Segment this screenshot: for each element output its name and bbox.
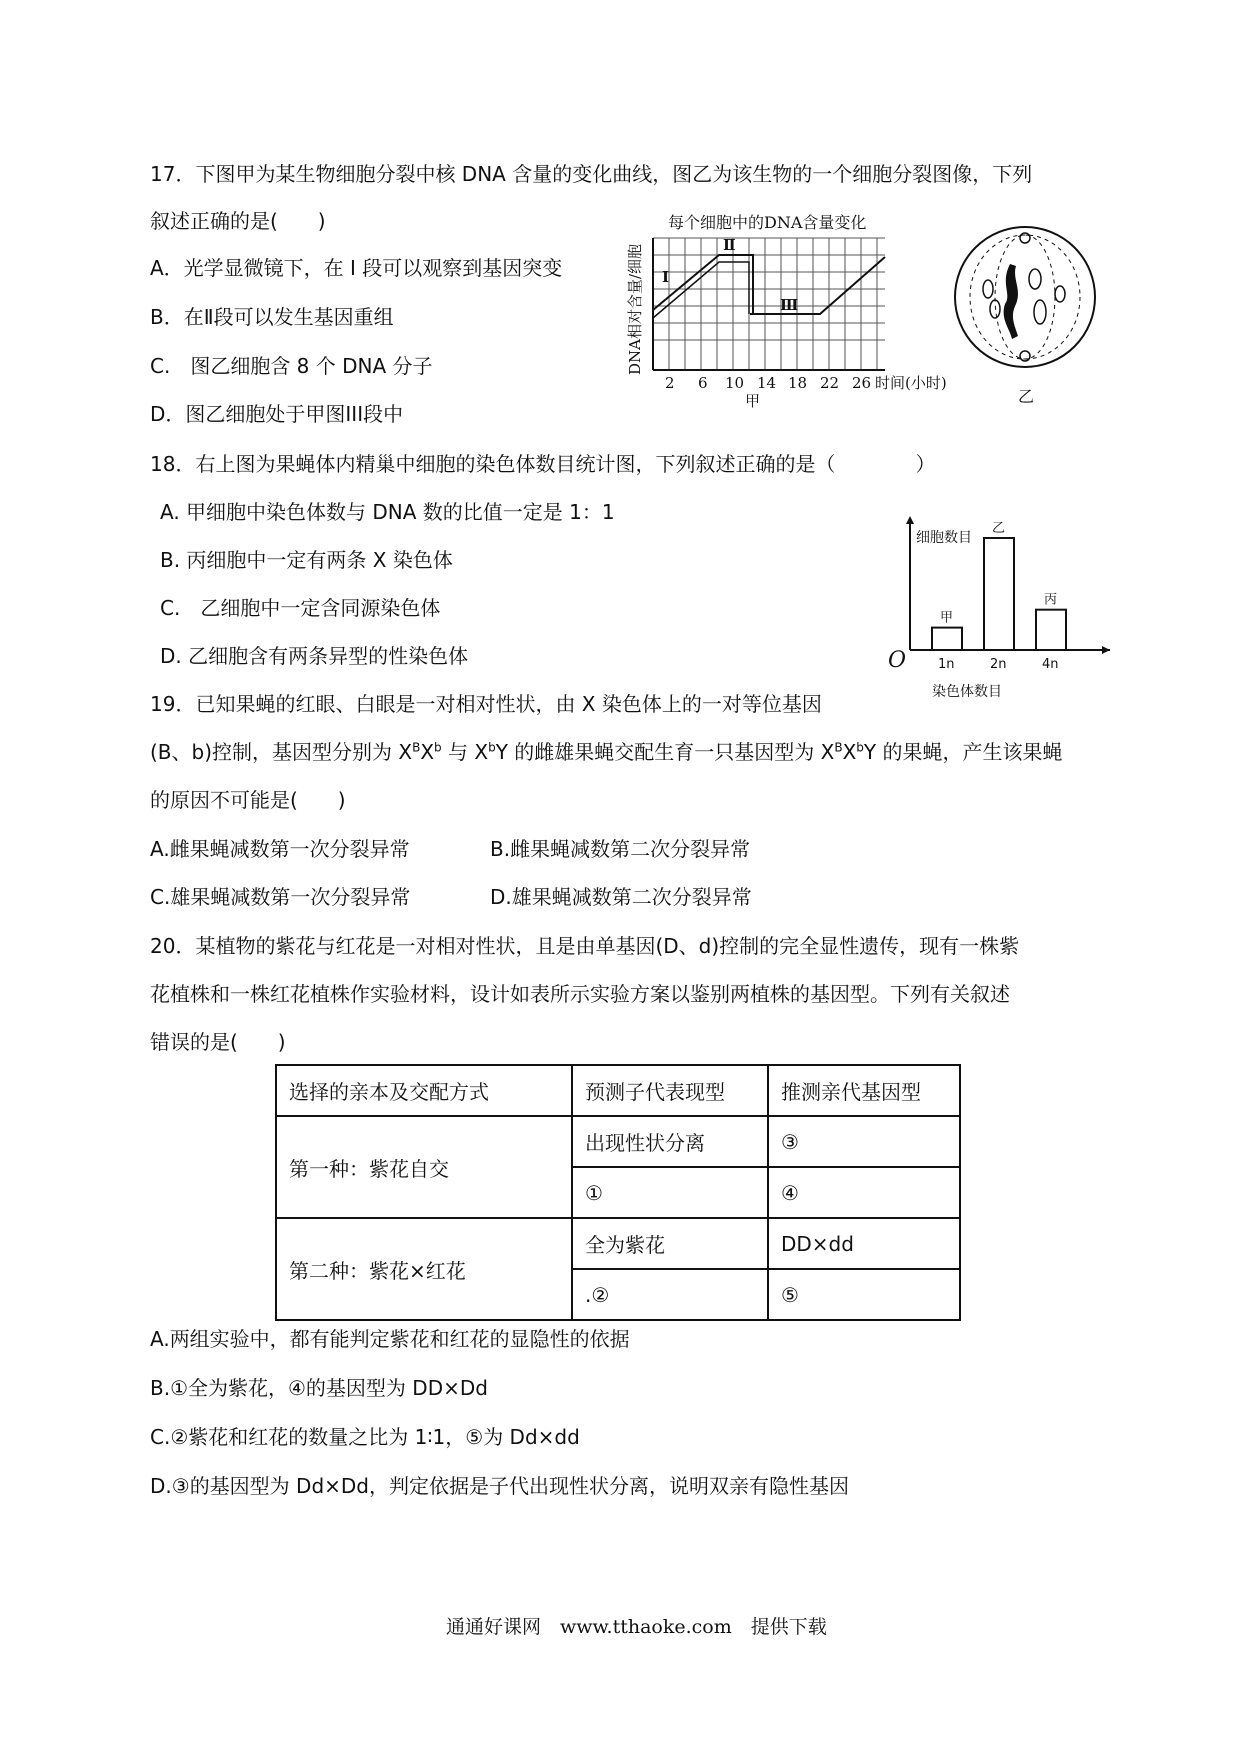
figure-yi-chromosome-light (1034, 300, 1046, 324)
q19-text: Y 的果蝇，产生该果蝇 (863, 740, 1063, 764)
figure-yi-chromosome-light (1055, 286, 1065, 302)
figure-yi-chromosome-dark (1004, 264, 1018, 339)
table-row (276, 1116, 960, 1167)
figure-yi-chromosome-light (990, 300, 1000, 318)
figure-jia-caption: 甲 (745, 392, 761, 410)
figure-jia-curve-1 (653, 255, 765, 314)
figure-jia-xtick: 14 (757, 374, 777, 392)
q18-option-a: A. 甲细胞中染色体数与 DNA 数的比值一定是 1：1 (160, 500, 615, 524)
figure-jia-grid (653, 238, 885, 370)
figure-jia-xtick: 6 (698, 374, 708, 392)
q20-option-d: D.③的基因型为 Dd×Dd，判定依据是子代出现性状分离，说明双亲有隐性基因 (150, 1474, 849, 1498)
figure-yi-chromosome-light (1029, 269, 1041, 289)
q17-option-b: B．在Ⅱ段可以发生基因重组 (150, 305, 394, 329)
bar-tick-label: 1n (938, 657, 955, 672)
table-cell: 全为紫花 (572, 1218, 768, 1269)
bar-chart-x-arrow (1102, 646, 1110, 654)
table-cell: DD×dd (768, 1218, 960, 1269)
table-header-cell: 推测亲代基因型 (768, 1065, 960, 1116)
figure-jia-title: 每个细胞中的DNA含量变化 (668, 213, 867, 232)
figure-yi-cell (950, 224, 1100, 414)
figure-jia-dna-curve (620, 210, 980, 410)
q20-option-c: C.②紫花和红花的数量之比为 1∶1，⑤为 Dd×dd (150, 1425, 580, 1449)
bar-tick-label: 4n (1042, 657, 1059, 672)
figure-jia-xtick: 26 (852, 374, 872, 392)
bar-chart-ylabel: 细胞数目 (916, 530, 972, 546)
bar-1n (932, 628, 962, 650)
q20-line3: 错误的是( ) (150, 1030, 286, 1054)
q19-sup: b (488, 740, 496, 755)
q19-sup: b (856, 740, 864, 755)
bar-tick-label: 2n (990, 657, 1007, 672)
bar-chart-xlabel: 染色体数目 (932, 684, 1002, 700)
q19-line1: 19．已知果蝇的红眼、白眼是一对相对性状，由 X 染色体上的一对等位基因 (150, 692, 822, 716)
table-header-cell: 选择的亲本及交配方式 (276, 1065, 572, 1116)
figure-chromosome-count-bar-chart (880, 510, 1110, 700)
q19-text: 与 X (441, 740, 489, 764)
table-cell: ① (572, 1167, 768, 1218)
q19-sup: b (434, 740, 442, 755)
q19-text: X (420, 740, 435, 764)
figure-jia-xtick: 10 (725, 374, 745, 392)
figure-jia-label-seg1: Ⅰ (662, 268, 670, 286)
q17-stem-line2: 叙述正确的是( ) (150, 209, 326, 233)
q19-sup: B (834, 740, 843, 755)
table-cell: 出现性状分离 (572, 1116, 768, 1167)
q18-option-c: C. 乙细胞中一定含同源染色体 (160, 596, 441, 620)
q19-line2-pre: (B、b)控制，基因型分别为 X (150, 740, 413, 764)
figure-jia-xtick: 2 (665, 374, 675, 392)
q19-option-a: A.雌果蝇减数第一次分裂异常 (150, 837, 410, 861)
q17-option-d: D．图乙细胞处于甲图III段中 (150, 402, 404, 426)
q20-line1: 20．某植物的紫花与红花是一对相对性状，且是由单基因(D、d)控制的完全显性遗传，现有一株紫 (150, 934, 1020, 958)
figure-yi-cell-membrane (955, 227, 1095, 367)
figure-jia-label-seg3: Ⅲ (780, 296, 799, 314)
figure-jia-label-seg2: Ⅱ (723, 236, 736, 254)
q19-option-d: D.雄果蝇减数第二次分裂异常 (490, 885, 752, 909)
bar-chart-origin: O (888, 648, 907, 673)
table-group1-label: 第一种：紫花自交 (276, 1116, 572, 1218)
bar-4n (1036, 610, 1066, 650)
q19-text: Y 的雌雄果蝇交配生育一只基因型为 X (495, 740, 835, 764)
table-cell: ③ (768, 1116, 960, 1167)
bar-chart-y-arrow (906, 516, 914, 524)
q20-experiment-table (275, 1064, 961, 1321)
q17-stem-line1: 17．下图甲为某生物细胞分裂中核 DNA 含量的变化曲线，图乙为该生物的一个细胞分裂图像，下列 (150, 162, 1033, 186)
figure-jia-ylabel: DNA相对含量/细胞 (626, 243, 644, 375)
q20-option-a: A.两组实验中，都有能判定紫花和红花的显隐性的依据 (150, 1327, 630, 1351)
bar-label: 丙 (1044, 592, 1058, 608)
q19-sup: B (412, 740, 421, 755)
q18-stem: 18．右上图为果蝇体内精巢中细胞的染色体数目统计图，下列叙述正确的是（ ） (150, 452, 936, 476)
table-group2-label: 第二种：紫花×红花 (276, 1218, 572, 1320)
q20-option-b: B.①全为紫花，④的基因型为 DD×Dd (150, 1376, 488, 1400)
q19-option-c: C.雄果蝇减数第一次分裂异常 (150, 885, 411, 909)
q20-line2: 花植株和一株红花植株作实验材料，设计如表所示实验方案以鉴别两植株的基因型。下列有关叙述 (150, 982, 1010, 1006)
table-row (276, 1218, 960, 1269)
table-header-row (276, 1065, 960, 1116)
figure-jia-xtick: 22 (820, 374, 840, 392)
table-cell: ④ (768, 1167, 960, 1218)
q19-line3: 的原因不可能是( ) (150, 788, 346, 812)
figure-jia-xlabel: 时间(小时) (875, 374, 947, 392)
figure-yi-chromosome-light (983, 280, 993, 298)
bar-2n (984, 538, 1014, 650)
q19-text: X (842, 740, 857, 764)
figure-jia-xtick: 18 (788, 374, 808, 392)
q19-line2 (150, 738, 1062, 766)
q17-option-c: C. 图乙细胞含 8 个 DNA 分子 (150, 354, 433, 378)
figure-yi-spindle-inner (995, 235, 1055, 359)
page-footer: 通通好课网 www.tthaoke.com 提供下载 (446, 1616, 827, 1638)
q18-option-d: D. 乙细胞含有两条异型的性染色体 (160, 644, 469, 668)
table-cell: .② (572, 1269, 768, 1320)
q19-option-b: B.雌果蝇减数第二次分裂异常 (490, 837, 751, 861)
bar-label: 乙 (992, 521, 1006, 536)
q17-option-a: A．光学显微镜下，在 Ⅰ 段可以观察到基因突变 (150, 256, 563, 280)
q18-option-b: B. 丙细胞中一定有两条 X 染色体 (160, 548, 453, 572)
figure-yi-caption: 乙 (1018, 387, 1035, 406)
table-cell: ⑤ (768, 1269, 960, 1320)
figure-jia-curve-3 (750, 257, 885, 314)
table-header-cell: 预测子代表现型 (572, 1065, 768, 1116)
bar-label: 甲 (940, 610, 954, 626)
